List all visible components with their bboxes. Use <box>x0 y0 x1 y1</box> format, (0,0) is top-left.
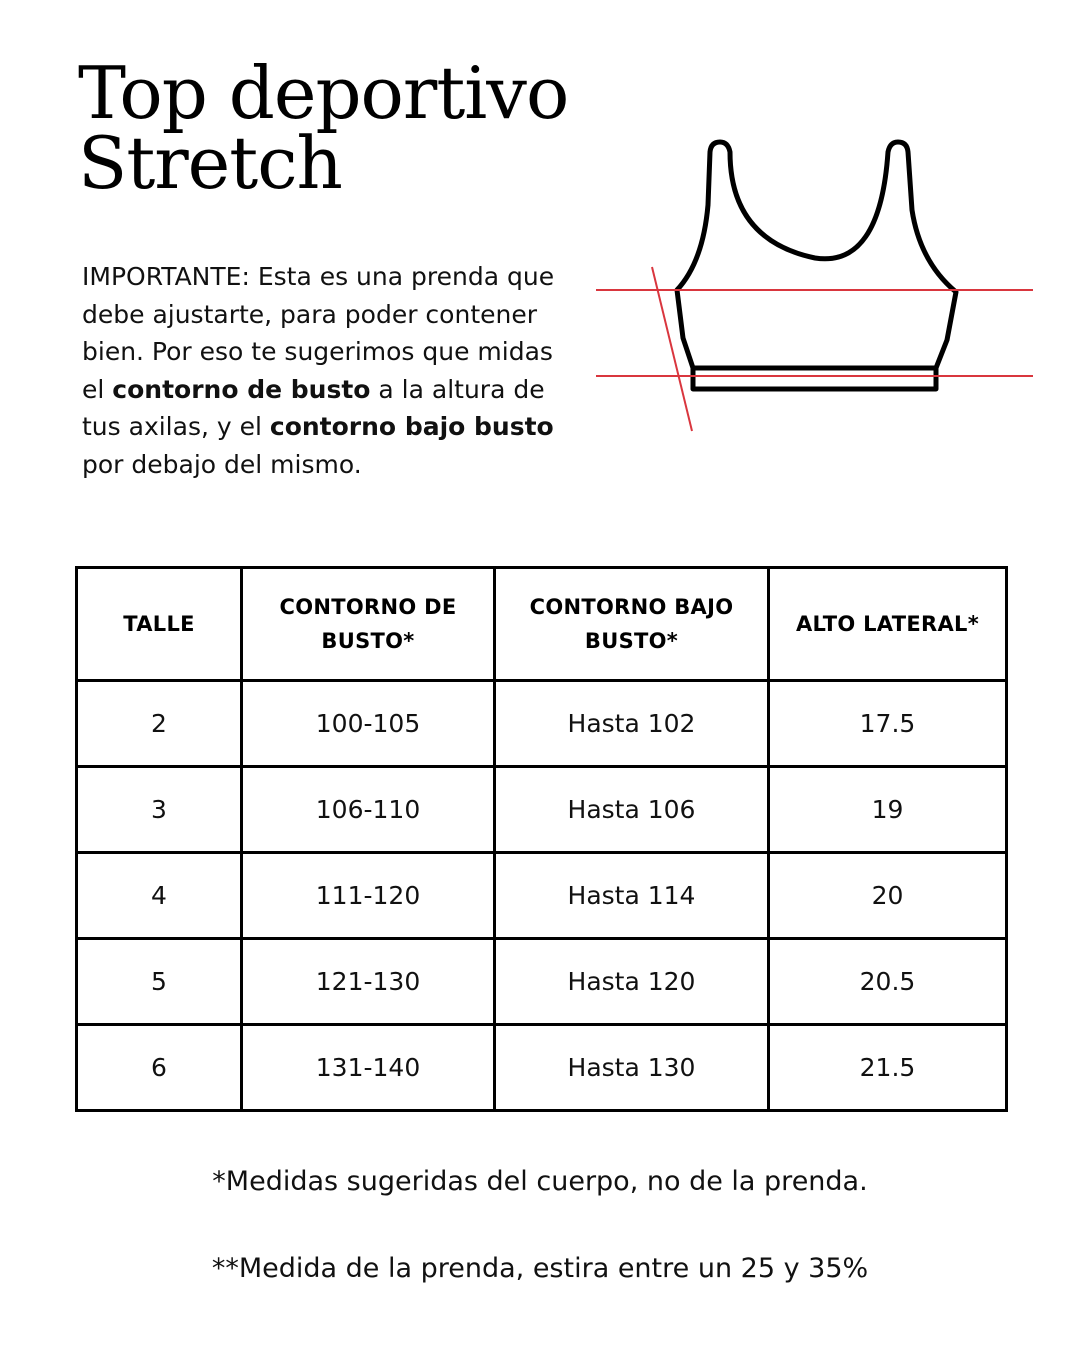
header-contorno-bajo-busto: CONTORNO BAJO BUSTO* <box>495 568 769 681</box>
cell-talle: 4 <box>77 853 242 939</box>
cell-contorno-bajo-busto: Hasta 120 <box>495 939 769 1025</box>
title-line-2: Stretch <box>78 121 342 205</box>
cell-talle: 3 <box>77 767 242 853</box>
header-alto-lateral: ALTO LATERAL* <box>769 568 1007 681</box>
cell-talle: 2 <box>77 681 242 767</box>
cell-contorno-busto: 131-140 <box>242 1025 495 1111</box>
table-row <box>77 767 1007 853</box>
cell-alto-lateral: 21.5 <box>769 1025 1007 1111</box>
footnote-garment-stretch: **Medida de la prenda, estira entre un 25 y 35% <box>211 1253 869 1284</box>
table-row <box>77 681 1007 767</box>
intro-text-2: a la altura de tus axilas, y el <box>82 374 545 441</box>
cell-alto-lateral: 20.5 <box>769 939 1007 1025</box>
garment-outline <box>677 142 956 368</box>
cell-alto-lateral: 19 <box>769 767 1007 853</box>
intro-text-1: IMPORTANTE: Esta es una prenda que debe ajustarte, para poder contener bien. Por eso te sugerimos que midas el <box>82 262 555 404</box>
header-contorno-busto: CONTORNO DE BUSTO* <box>242 568 495 681</box>
table-row <box>77 939 1007 1025</box>
cell-contorno-bajo-busto: Hasta 102 <box>495 681 769 767</box>
cell-alto-lateral: 17.5 <box>769 681 1007 767</box>
cell-contorno-busto: 106-110 <box>242 767 495 853</box>
cell-contorno-busto: 121-130 <box>242 939 495 1025</box>
table-header-row <box>77 568 1007 681</box>
cell-contorno-busto: 100-105 <box>242 681 495 767</box>
garment-band <box>693 368 936 389</box>
cell-contorno-bajo-busto: Hasta 130 <box>495 1025 769 1111</box>
title-line-1: Top deportivo <box>78 51 569 135</box>
cell-contorno-bajo-busto: Hasta 114 <box>495 853 769 939</box>
intro-bold-bust: contorno de busto <box>112 374 371 404</box>
header-talle: TALLE <box>77 568 242 681</box>
cell-talle: 5 <box>77 939 242 1025</box>
intro-text-3: por debajo del mismo. <box>82 449 362 479</box>
cell-alto-lateral: 20 <box>769 853 1007 939</box>
intro-paragraph <box>82 258 572 483</box>
table-row <box>77 853 1007 939</box>
cell-contorno-busto: 111-120 <box>242 853 495 939</box>
side-height-measure-line <box>652 267 692 431</box>
cell-talle: 6 <box>77 1025 242 1111</box>
size-table <box>75 566 1008 1112</box>
cell-contorno-bajo-busto: Hasta 106 <box>495 767 769 853</box>
table-row <box>77 1025 1007 1111</box>
footnote-body-measures: *Medidas sugeridas del cuerpo, no de la prenda. <box>212 1166 868 1197</box>
page-title <box>78 51 569 205</box>
intro-bold-underbust: contorno bajo busto <box>269 412 554 441</box>
